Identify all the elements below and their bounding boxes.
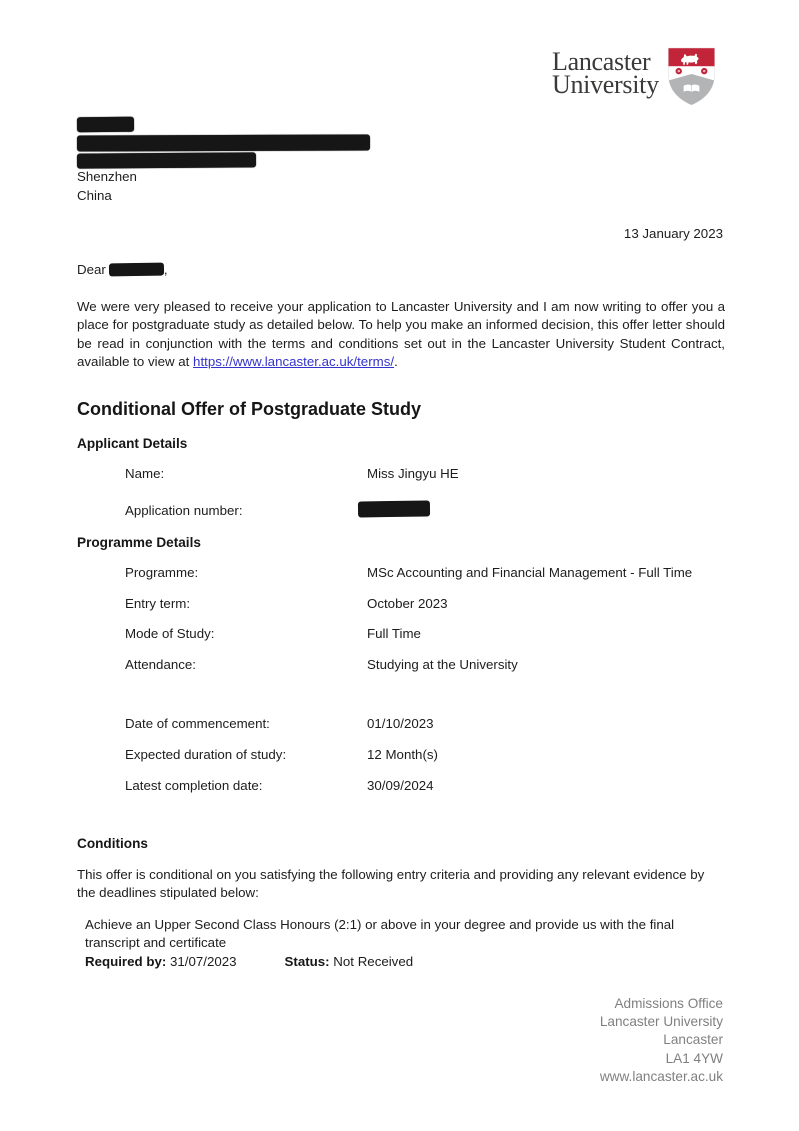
- name-label: Name:: [125, 466, 165, 481]
- duration-value: 12 Month(s): [367, 747, 438, 762]
- footer-office: Admissions Office: [614, 996, 723, 1011]
- recipient-city: Shenzhen: [77, 169, 137, 184]
- letter-date: 13 January 2023: [623, 226, 723, 241]
- entry-term-value: October 2023: [367, 596, 448, 611]
- footer-university: Lancaster University: [599, 1014, 723, 1030]
- sender-address-block: [600, 995, 723, 1086]
- attendance-value: Studying at the University: [367, 657, 518, 672]
- redacted-application-number: [358, 500, 430, 517]
- programme-details-heading: Programme Details: [77, 535, 201, 550]
- detail-row-application-number: [125, 503, 745, 521]
- condition-requirement-line: [85, 953, 721, 971]
- condition-item: [85, 916, 721, 971]
- application-number-label: Application number:: [125, 503, 243, 518]
- programme-value: MSc Accounting and Financial Management - Full Time: [367, 565, 693, 580]
- redacted-recipient-name: [109, 263, 164, 277]
- attendance-label: Attendance:: [125, 657, 196, 672]
- programme-label: Programme:: [125, 565, 199, 580]
- conditions-intro: This offer is conditional on you satisfying the following entry criteria and providing any relevant evidence by the deadlines stipulated below:: [77, 867, 705, 901]
- logo-line-2: University: [552, 70, 659, 99]
- commencement-label: Date of commencement:: [125, 716, 270, 731]
- salutation-prefix: Dear: [77, 262, 106, 277]
- status-value: Not Received: [329, 953, 414, 969]
- redacted-address-line-1: [77, 134, 370, 151]
- detail-row-mode-of-study: [125, 626, 745, 644]
- completion-label: Latest completion date:: [125, 778, 263, 793]
- conditions-heading: Conditions: [77, 836, 148, 851]
- mode-of-study-value: Full Time: [367, 626, 421, 641]
- footer-postcode: LA1 4YW: [665, 1050, 723, 1066]
- salutation: [77, 262, 168, 277]
- intro-text: We were very pleased to receive your application to Lancaster University and I am now writing to offer you a place for postgraduate study as detailed below. To help you make an informed decision, this offer letter should be read in conjunction with the terms and conditions set out in the Lancaster University Student Contract, available to view at: [77, 299, 725, 369]
- offer-title: Conditional Offer of Postgraduate Study: [77, 399, 422, 419]
- footer-website: www.lancaster.ac.uk: [599, 1068, 723, 1084]
- footer-city: Lancaster: [663, 1032, 723, 1048]
- mode-of-study-label: Mode of Study:: [125, 626, 215, 641]
- intro-paragraph: [77, 298, 725, 371]
- recipient-address: [77, 117, 370, 205]
- detail-row-name: [125, 466, 745, 484]
- university-logo: [552, 46, 716, 107]
- status-label: Status:: [284, 953, 330, 969]
- name-value: Miss Jingyu HE: [367, 466, 459, 481]
- logo-line-1: Lancaster: [552, 47, 651, 76]
- duration-label: Expected duration of study:: [125, 747, 287, 762]
- detail-row-entry-term: [125, 596, 745, 614]
- entry-term-label: Entry term:: [125, 596, 191, 611]
- detail-row-completion: [125, 778, 745, 796]
- required-by-label: Required by:: [85, 953, 167, 969]
- university-logo-text: [552, 46, 659, 99]
- detail-row-attendance: [125, 657, 745, 675]
- commencement-value: 01/10/2023: [367, 716, 434, 731]
- applicant-details-heading: Applicant Details: [77, 436, 188, 451]
- detail-row-commencement: [125, 716, 745, 734]
- condition-text: Achieve an Upper Second Class Honours (2:1) or above in your degree and provide us with the final transcript and certificate: [85, 917, 675, 951]
- redacted-address-line-2: [77, 152, 256, 168]
- terms-link[interactable]: https://www.lancaster.ac.uk/terms/: [193, 353, 395, 369]
- redacted-name-line: [77, 117, 134, 132]
- university-crest-icon: [667, 46, 716, 107]
- detail-row-duration: [125, 747, 745, 765]
- required-by-value: 31/07/2023: [166, 953, 237, 969]
- completion-value: 30/09/2024: [367, 778, 434, 793]
- salutation-suffix: ,: [163, 262, 168, 277]
- recipient-country: China: [77, 187, 112, 203]
- detail-row-programme: [125, 565, 745, 583]
- intro-text-end: .: [394, 353, 398, 369]
